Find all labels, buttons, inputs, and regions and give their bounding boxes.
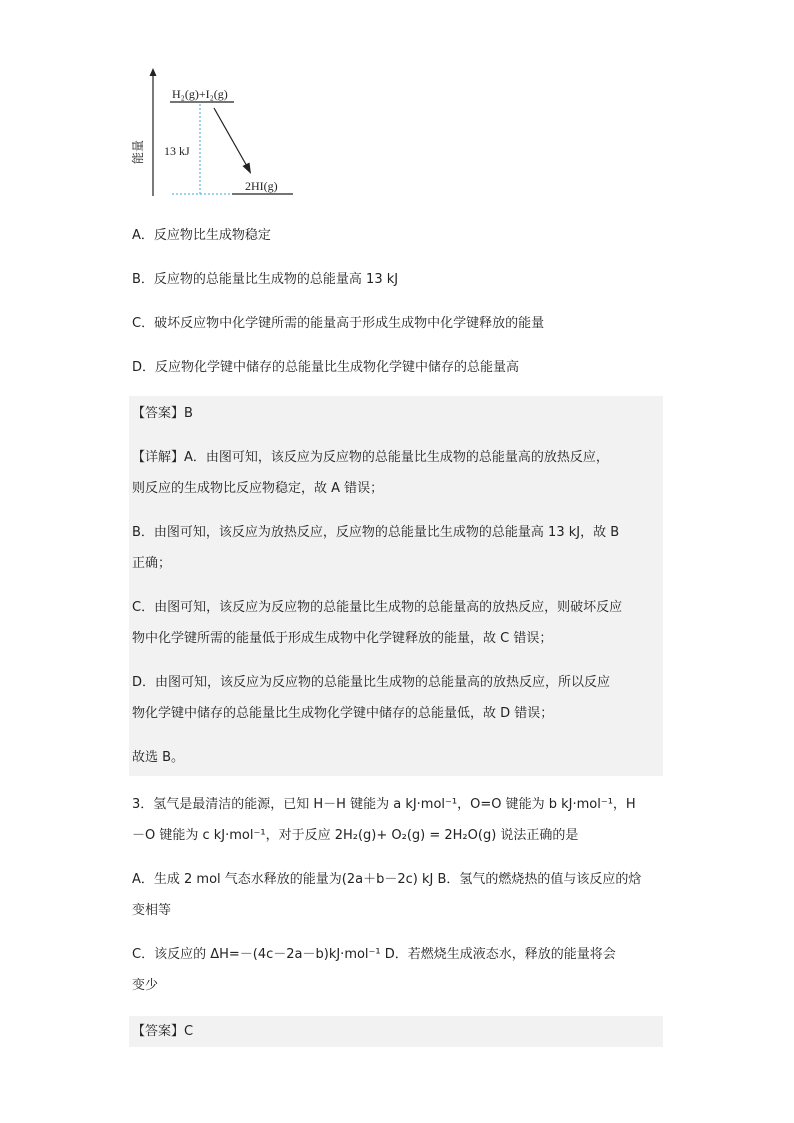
y-axis-label: 能量: [131, 139, 145, 165]
q3-option-cd-line-2: 变少: [132, 978, 159, 993]
detail-line-2: 则反应的生成物比反应物稳定，故 A 错误；: [132, 481, 384, 496]
option-b: B．反应物的总能量比生成物的总能量高 13 kJ: [132, 272, 399, 287]
q3-stem-line-2: －O 键能为 c kJ·mol⁻¹，对于反应 2H₂(g)+ O₂(g) = 2H₂O(g) 说法正确的是: [132, 828, 579, 843]
reaction-arrowhead: [243, 163, 252, 175]
detail-line-3: B．由图可知，该反应为放热反应，反应物的总能量比生成物的总能量高 13 kJ，故 B: [132, 525, 620, 540]
energy-gap-label: 13 kJ: [164, 144, 190, 158]
product-label: 2HI(g): [245, 179, 278, 193]
q3-option-ab-line-2: 变相等: [132, 903, 172, 918]
detail-line-5: C．由图可知，该反应为反应物的总能量比生成物的总能量高的放热反应，则破坏反应: [132, 600, 623, 615]
option-c: C．破坏反应物中化学键所需的能量高于形成生成物中化学键释放的能量: [132, 316, 545, 331]
reaction-arrow: [214, 108, 248, 168]
option-d: D．反应物化学键中储存的总能量比生成物化学键中储存的总能量高: [132, 360, 520, 375]
detail-line-1: 【详解】A．由图可知，该反应为反应物的总能量比生成物的总能量高的放热反应，: [132, 450, 609, 465]
answer-block-q3: [129, 1016, 663, 1047]
reactant-label: H₂(g)+I₂(g): [172, 87, 228, 101]
answer-q3: 【答案】C: [132, 1024, 194, 1039]
energy-diagram: [128, 64, 298, 204]
detail-line-8: 物化学键中储存的总能量比生成物化学键中储存的总能量低，故 D 错误；: [132, 706, 554, 721]
q3-option-ab-line-1: A．生成 2 mol 气态水释放的能量为(2a＋b－2c) kJ B．氢气的燃烧热的值与该反应的焓: [132, 872, 642, 887]
y-axis-arrowhead: [150, 68, 157, 76]
detail-line-7: D．由图可知，该反应为反应物的总能量比生成物的总能量高的放热反应，所以反应: [132, 675, 611, 690]
option-a: A．反应物比生成物稳定: [132, 228, 271, 243]
detail-conclusion: 故选 B。: [132, 750, 185, 765]
detail-line-6: 物中化学键所需的能量低于形成生成物中化学键释放的能量，故 C 错误；: [132, 631, 553, 646]
q3-option-cd-line-1: C．该反应的 ΔH=－(4c－2a－b)kJ·mol⁻¹ D．若燃烧生成液态水，释放的能量将会: [132, 947, 616, 962]
detail-line-4: 正确；: [132, 556, 172, 571]
q3-stem-line-1: 3．氢气是最清洁的能源，已知 H－H 键能为 a kJ·mol⁻¹，O=O 键能为 b kJ·mol⁻¹，H: [132, 797, 636, 812]
answer-q2: 【答案】B: [132, 406, 193, 421]
